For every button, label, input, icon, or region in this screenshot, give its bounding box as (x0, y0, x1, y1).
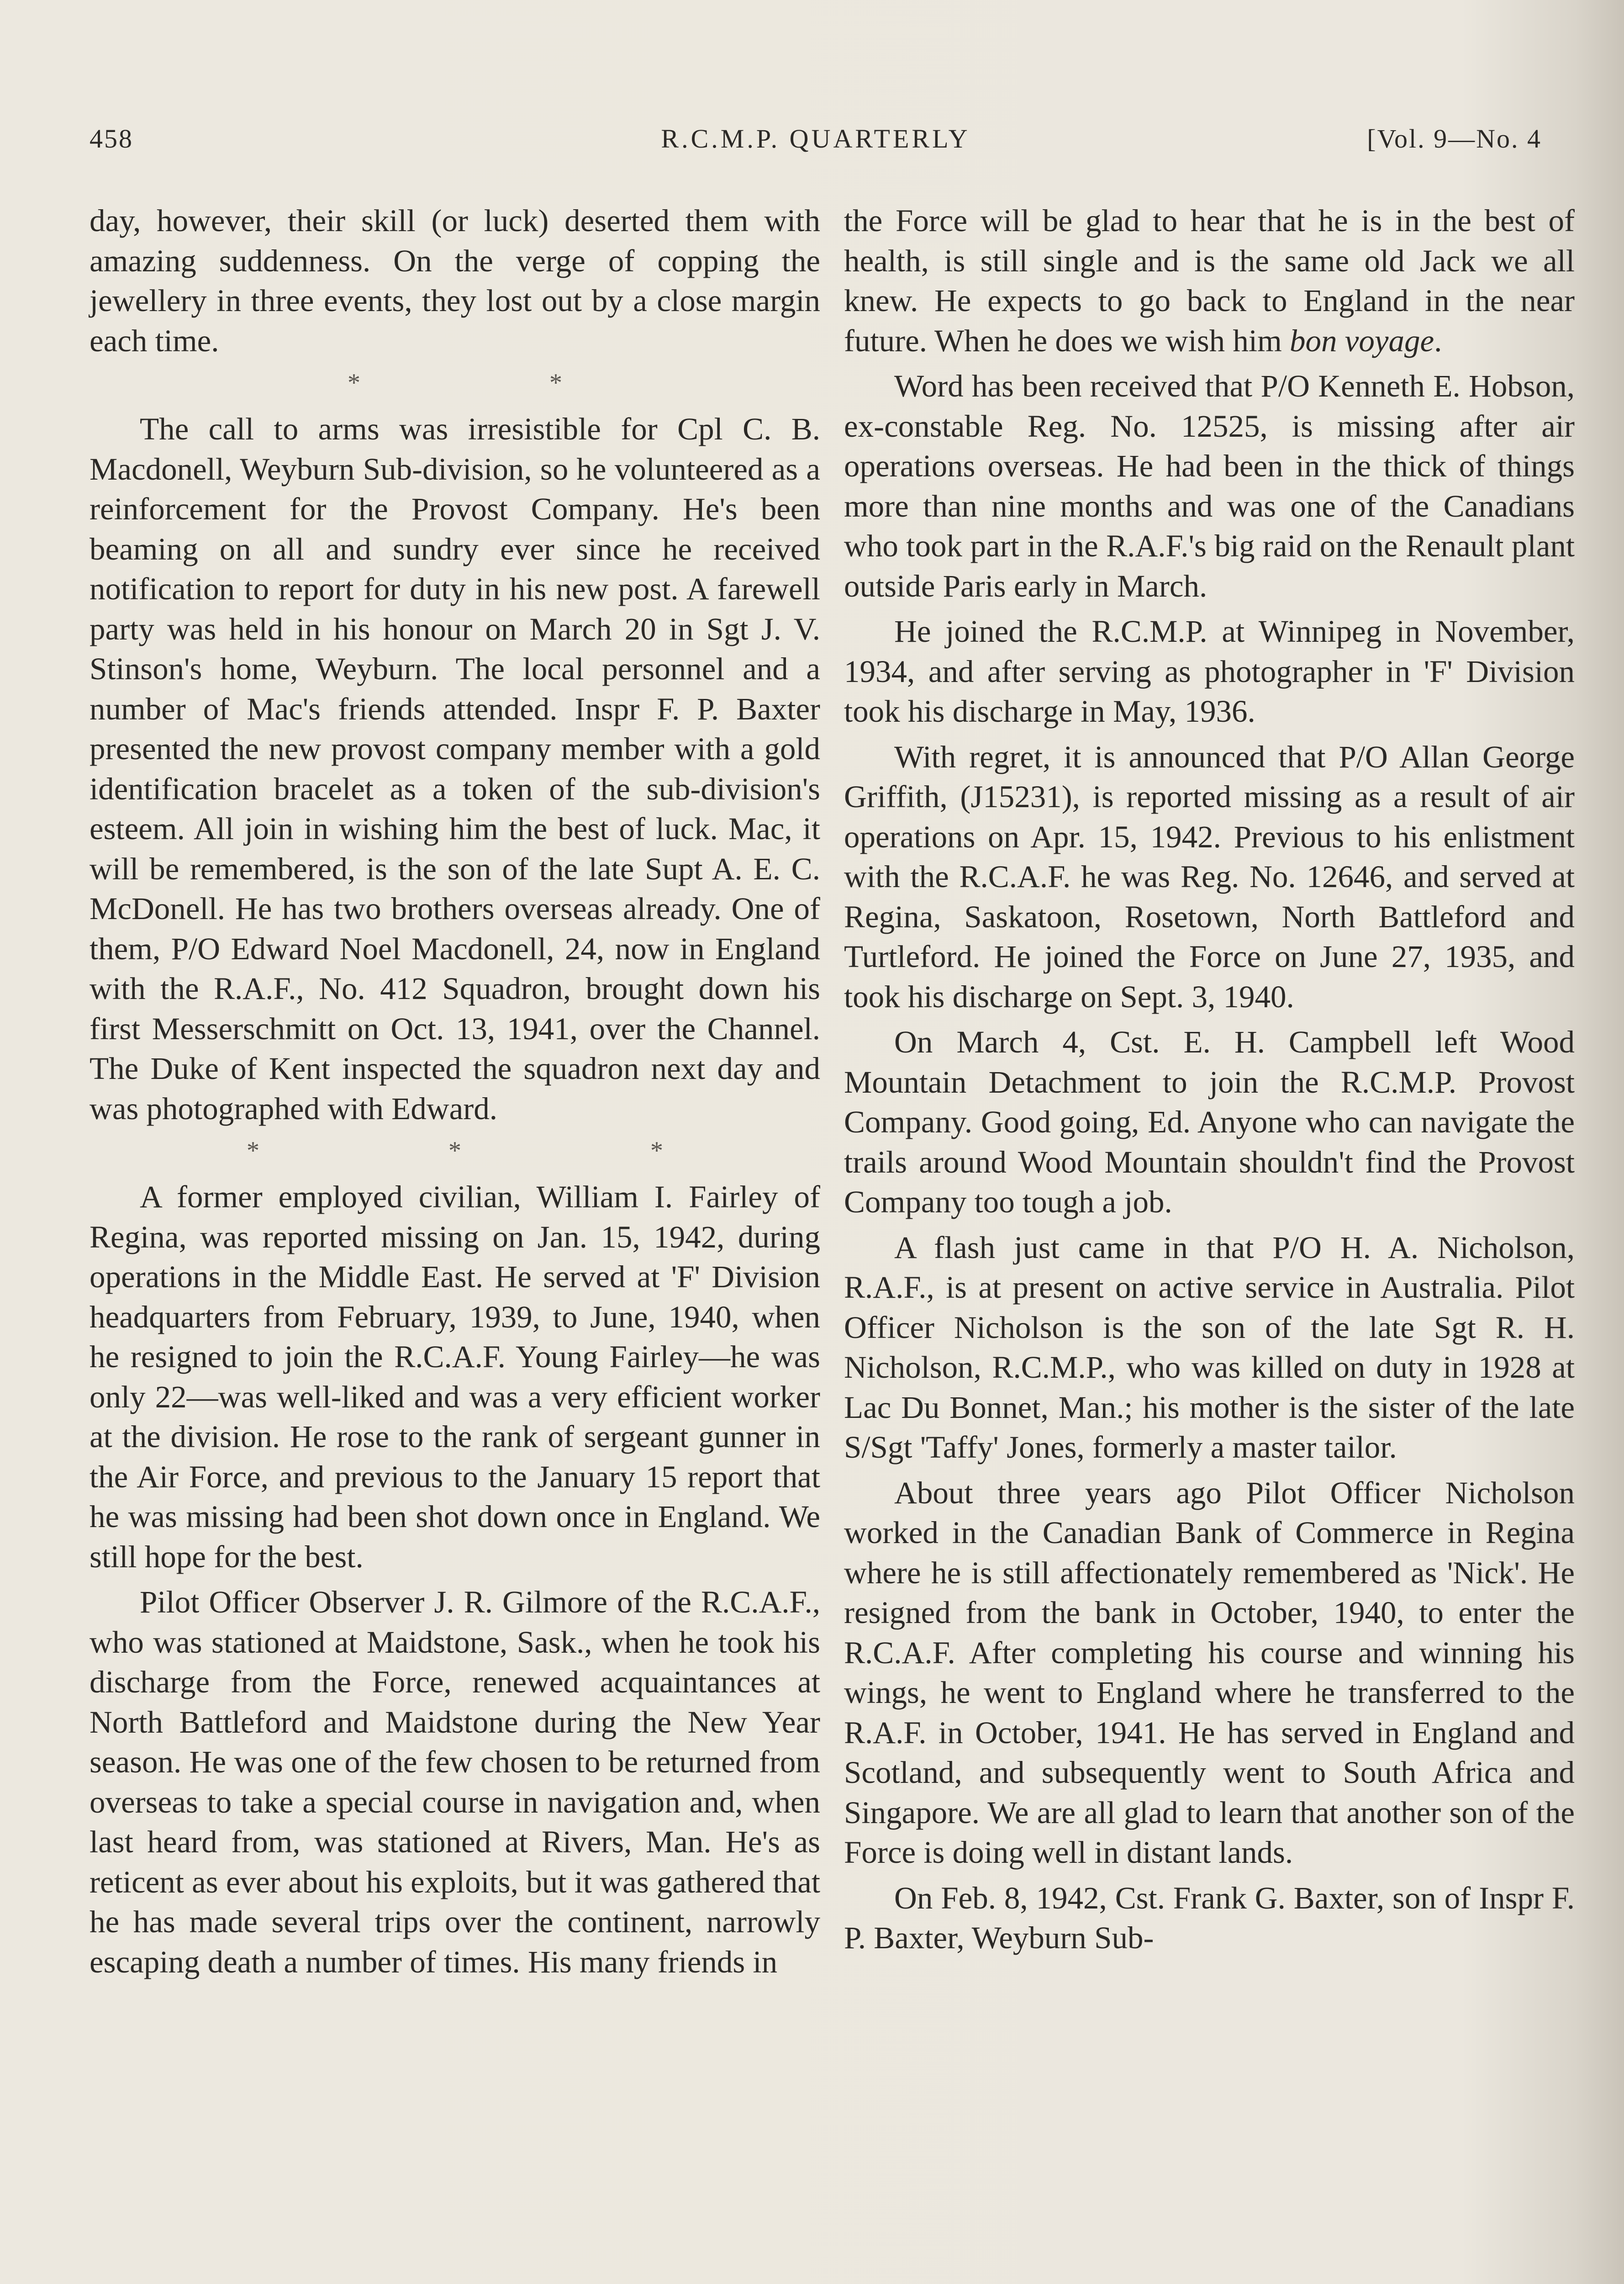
paragraph-text: the Force will be glad to hear that he is in the best of health, is still single and is the same old Jack we all knew. He expects to go back to England in the near future. When he does we wish him (844, 203, 1575, 358)
section-separator: * * (348, 369, 654, 397)
paragraph: On March 4, Cst. E. H. Campbell left Wood Mountain Detachment to join the R.C.M.P. Provost Company. Good going, Ed. Anyone who can navigate the trails around Wood Mountain shouldn't find the Provost Company too tough a job. (844, 1025, 1575, 1219)
paragraph: On Feb. 8, 1942, Cst. Frank G. Baxter, son of Inspr F. P. Baxter, Weyburn Sub- (844, 1880, 1575, 1955)
paragraph: The call to arms was irresistible for Cpl C. B. Macdonell, Weyburn Sub-division, so he volunteered as a reinforcement for the Provost Company. He's been beaming on all and sundry ever since he received notification to report for duty in his new post. A farewell party was held in his honour on March 20 in Sgt J. V. Stinson's home, Weyburn. The local personnel and a number of Mac's friends attended. Inspr F. P. Baxter presented the new provost company member with a gold identification bracelet as a token of the sub-division's esteem. All join in wishing him the best of luck. Mac, it will be remembered, is the son of the late Supt A. E. C. McDonell. He has two brothers overseas already. One of them, P/O Edward Noel Macdonell, 24, now in England with the R.A.F., No. 412 Squadron, brought down his first Messerschmitt on Oct. 13, 1941, over the Channel. The Duke of Kent inspected the squadron next day and was photographed with Edward. (90, 412, 820, 1126)
paragraph: A flash just came in that P/O H. A. Nicholson, R.A.F., is at present on active service in Australia. Pilot Officer Nicholson is the son of the late Sgt R. H. Nicholson, R.C.M.P., who was killed on duty in 1928 at Lac Du Bonnet, Man.; his mother is the sister of the late S/Sgt 'Taffy' Jones, formerly a master tailor. (844, 1230, 1575, 1465)
paragraph: Pilot Officer Observer J. R. Gilmore of the R.C.A.F., who was stationed at Maidstone, Sask., when he took his discharge from the Force, renewed acquaintances at North Battleford and Maidstone during the New Year season. He was one of the few chosen to be returned from overseas to take a special course in navigation and, when last heard from, was stationed at Rivers, Man. He's as reticent as ever about his exploits, but it was gathered that he has made several trips over the continent, narrowly escaping death a number of times. His many friends in (90, 1585, 820, 1979)
paragraph: With regret, it is announced that P/O Allan George Griffith, (J15231), is reported missing as a result of air operations on Apr. 15, 1942. Previous to his enlistment with the R.C.A.F. he was Reg. No. 12646, and served at Regina, Saskatoon, Rosetown, North Battleford and Turtleford. He joined the Force on June 27, 1935, and took his discharge on Sept. 3, 1940. (844, 739, 1575, 1014)
paragraph: day, however, their skill (or luck) deserted them with amazing suddenness. On the verge of copping the jewellery in three events, they lost out by a close margin each time. (90, 203, 820, 358)
paragraph: A former employed civilian, William I. Fairley of Regina, was reported missing on Jan. 15, 1942, during operations in the Middle East. He served at 'F' Division headquarters from February, 1939, to June, 1940, when he resigned to join the R.C.A.F. Young Fairley—he was only 22—was well-liked and was a very efficient worker at the division. He rose to the rank of sergeant gunner in the Air Force, and previous to the January 15 report that he was missing had been shot down once in England. We still hope for the best. (90, 1179, 820, 1574)
italic-phrase: bon voyage (1290, 323, 1434, 358)
journal-title: R.C.M.P. QUARTERLY (661, 124, 970, 153)
paragraph (844, 201, 1575, 361)
paragraph: Word has been received that P/O Kenneth E. Hobson, ex-constable Reg. No. 12525, is missing after air operations overseas. He had been in the thick of things more than nine months and was one of the Canadians who took part in the R.A.F.'s big raid on the Renault plant outside Paris early in March. (844, 369, 1575, 603)
paragraph: He joined the R.C.M.P. at Winnipeg in November, 1934, and after serving as photographer in 'F' Division took his discharge in May, 1936. (844, 614, 1575, 729)
left-column (90, 201, 820, 1988)
paragraph: About three years ago Pilot Officer Nicholson worked in the Canadian Bank of Commerce in Regina where he is still affectionately remembered as 'Nick'. He resigned from the bank in October, 1940, to enter the R.C.A.F. After completing his course and winning his wings, he went to England where he transferred to the R.A.F. in October, 1941. He has served in England and Scotland, and subsequently went to South Africa and Singapore. We are all glad to learn that another son of the Force is doing well in distant lands. (844, 1475, 1575, 1870)
right-column (844, 201, 1575, 1964)
paragraph-text: . (1434, 323, 1442, 358)
running-head (90, 123, 1542, 164)
volume-issue: [Vol. 9—No. 4 (1367, 124, 1542, 153)
section-separator: * * * (247, 1137, 754, 1165)
page-number: 458 (90, 124, 133, 153)
